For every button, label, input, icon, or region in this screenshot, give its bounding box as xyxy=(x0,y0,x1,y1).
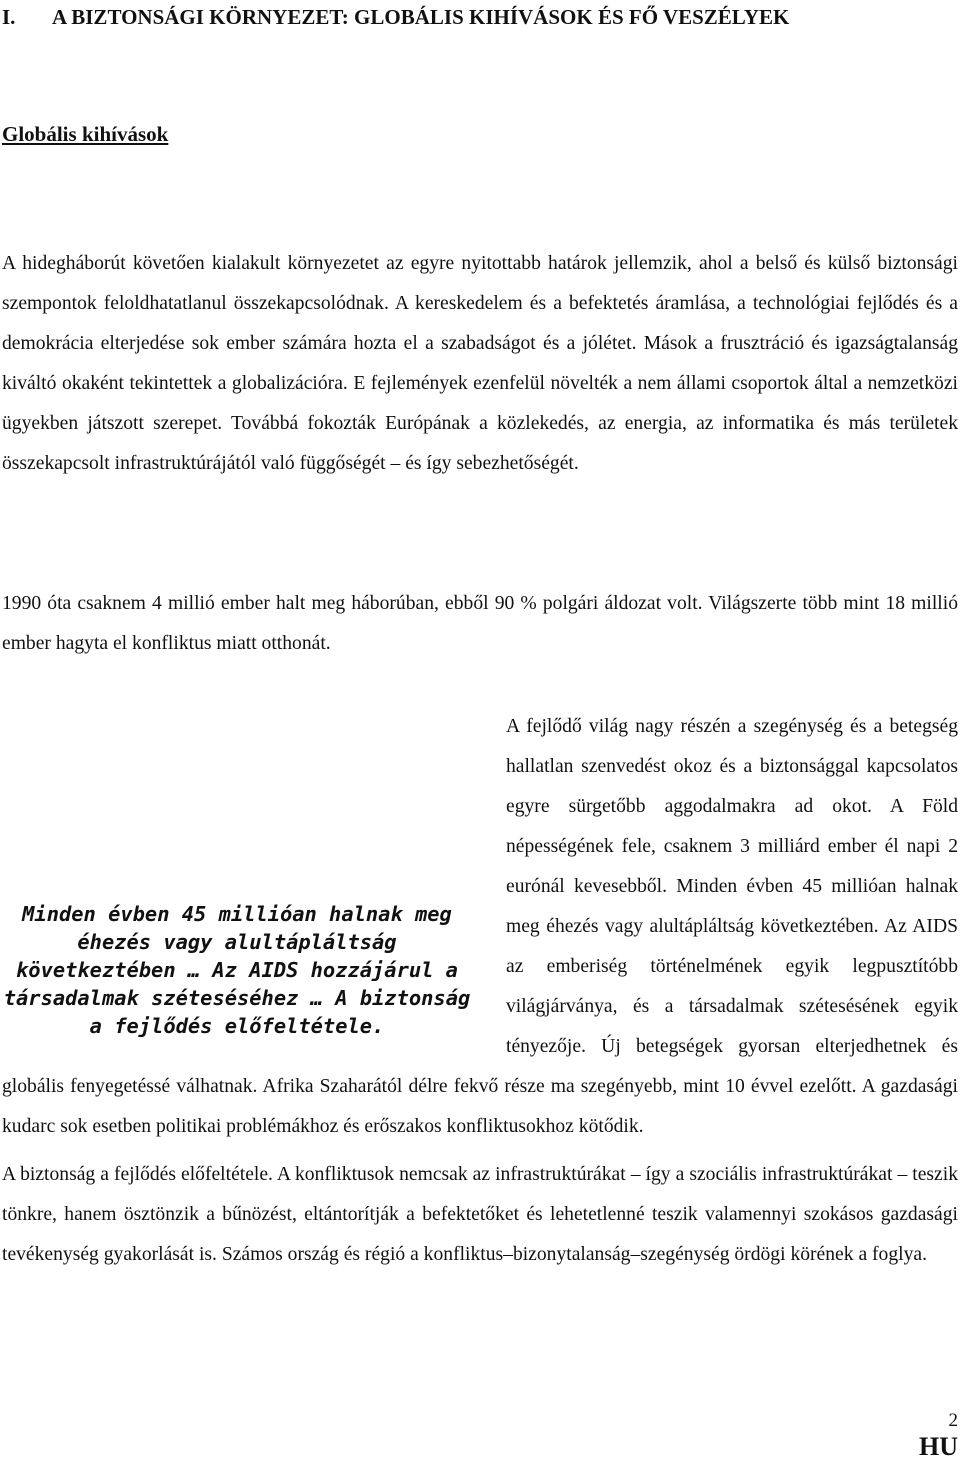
paragraph-4: A biztonság a fejlődés előfeltétele. A konfliktusok nemcsak az infrastruktúrákat – így a szociális infrastruktúrákat – teszik tönkre, hanem ösztönzik a bűnözést, eltántorítják a befektetőket és lehetetlenné teszik valamennyi szokásos gazdasági tevékenység gyakorlását is. Számos ország és régió a konfliktus–bizonytalanság–szegénység ördögi körének a foglya. xyxy=(2,1164,958,1265)
paragraph-2: 1990 óta csaknem 4 millió ember halt meg háborúban, ebből 90 % polgári áldozat volt. Világszerte több mint 18 millió ember hagyta el konfliktus miatt otthonát. xyxy=(2,593,958,654)
chapter-title: A BIZTONSÁGI KÖRNYEZET: GLOBÁLIS KIHÍVÁSOK ÉS FŐ VESZÉLYEK xyxy=(52,5,790,29)
section-subheading: Globális kihívások xyxy=(2,122,169,146)
chapter-number: I. xyxy=(2,5,16,29)
paragraph-3-block xyxy=(2,707,958,1147)
page-number: 2 xyxy=(948,1410,958,1431)
paragraph-1: A hidegháborút követően kialakult környezetet az egyre nyitottabb határok jellemzik, ahol a belső és külső biztonsági szempontok feloldhatatlanul összekapcsolódnak. A kereskedelem és a befektetés áramlása, a technológiai fejlődés és a demokrácia elterjedése sok ember számára hozta el a szabadságot és a jólétet. Mások a frusztráció és igazságtalanság kiváltó okaként tekintettek a globalizációra. E fejlemények ezenfelül növelték a nem állami csoportok által a nemzetközi ügyekben játszott szerepet. Továbbá fokozták Európának a közlekedés, az energia, az informatika és más területek összekapcsolt infrastruktúrájától való függőségét – és így sebezhetőségét. xyxy=(2,253,958,474)
chapter-heading xyxy=(2,2,958,32)
language-code: HU xyxy=(919,1432,958,1461)
paragraph-3: A fejlődő világ nagy részén a szegénység és a betegség hallatlan szenvedést okoz és a biztonsággal kapcsolatos egyre sürgetőbb aggodalmakra ad okot. A Föld népességének fele, csaknem 3 milliárd ember él napi 2 eurónál kevesebből. Minden évben 45 millióan halnak meg éhezés vagy alultápláltság következtében. Az AIDS az emberiség történelmének egyik legpusztítóbb világjárványa, és a társadalmak szétesésének egyik tényezője. Új betegségek gyorsan elterjedhetnek és globális fenyegetéssé válhatnak. Afrika Szaharától délre fekvő része ma szegényebb, mint 10 évvel ezelőtt. A gazdasági kudarc sok esetben politikai problémákhoz és erőszakos konfliktusokhoz kötődik. xyxy=(2,716,958,1137)
pull-quote: Minden évben 45 millióan halnak meg éhezés vagy alultápláltság következtében … Az AIDS hozzájárul a társadalmak széteséséhez … A biztonság a fejlődés előfeltétele. xyxy=(3,902,471,1038)
